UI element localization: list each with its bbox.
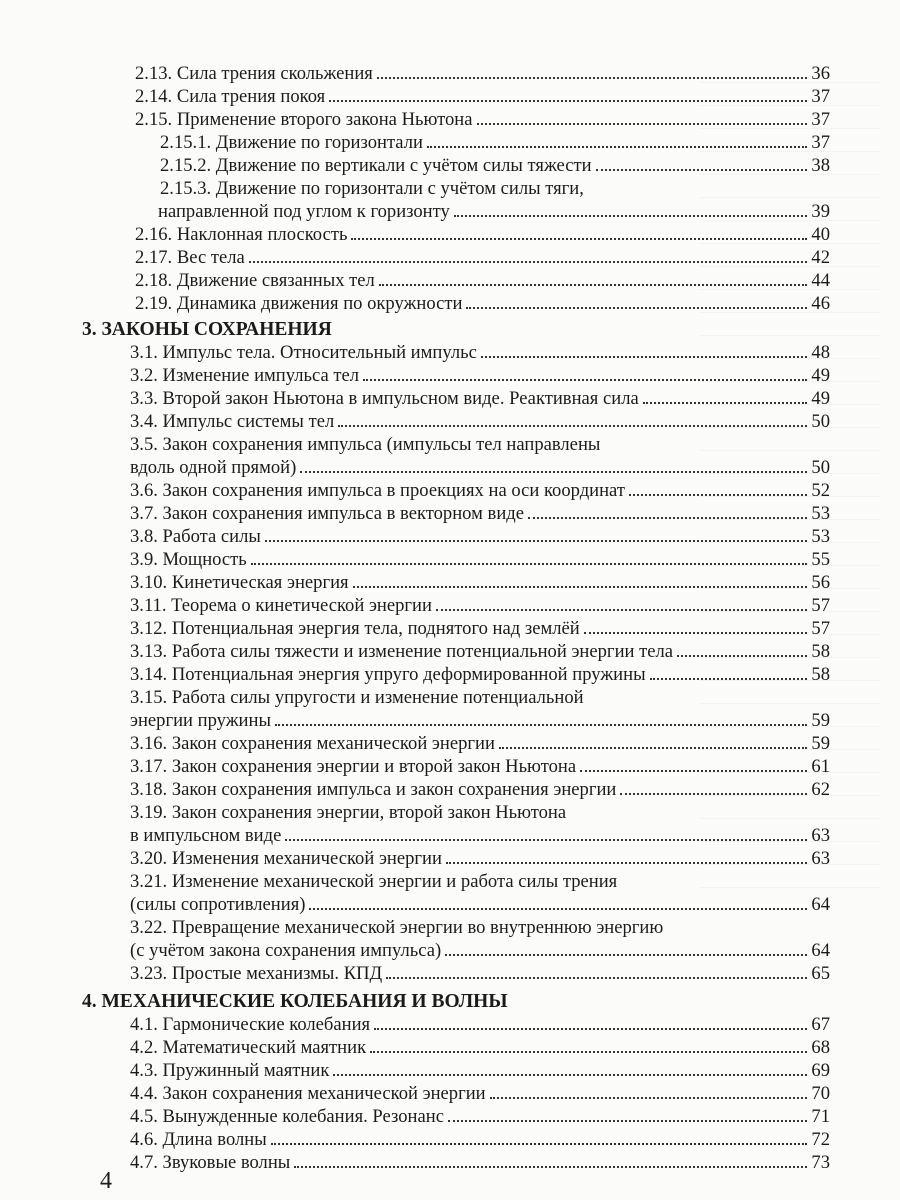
leader-dots: [596, 169, 808, 171]
toc-entry[interactable]: [0, 825, 830, 847]
toc-entry-title: 3.17. Закон сохранения энергии и второй закон Ньютона: [130, 756, 577, 777]
toc-entry[interactable]: [0, 572, 830, 594]
toc-entry[interactable]: [0, 293, 830, 315]
leader-dots: [265, 540, 808, 542]
toc-entry-page: 52: [811, 480, 830, 501]
toc-entry[interactable]: [0, 201, 830, 223]
toc-entry-page: 37: [811, 86, 830, 107]
toc-entry-page: 56: [811, 572, 830, 593]
toc-entry-title: 3.1. Импульс тела. Относительный импульс: [130, 342, 477, 363]
toc-entry-title: 3.14. Потенциальная энергия упруго деформированной пружины: [130, 664, 646, 685]
leader-dots: [477, 123, 808, 125]
leader-dots: [271, 1143, 808, 1145]
toc-entry-title: 3.20. Изменения механической энергии: [130, 848, 442, 869]
leader-dots: [580, 770, 807, 772]
toc-entry-page: 37: [811, 109, 830, 130]
toc-entry-page: 61: [811, 756, 830, 777]
toc-entry[interactable]: [0, 1037, 830, 1059]
toc-entry-page: 68: [811, 1037, 830, 1058]
toc-entry-title: 3.2. Изменение импульса тел: [130, 365, 360, 386]
toc-entry-page: 57: [811, 595, 830, 616]
leader-dots: [275, 724, 807, 726]
toc-entry-title: 3.4. Импульс системы тел: [130, 411, 335, 432]
toc-entry-title: 3.3. Второй закон Ньютона в импульсном виде. Реактивная сила: [130, 388, 639, 409]
toc-entry[interactable]: [0, 86, 830, 108]
toc-entry[interactable]: [0, 155, 830, 177]
toc-entry-title-line1: 3.22. Превращение механической энергии во внутреннюю энергию: [130, 917, 664, 938]
toc-entry-page: 39: [811, 201, 830, 222]
toc-entry[interactable]: [0, 224, 830, 246]
toc-entry-page: 58: [811, 641, 830, 662]
toc-entry-page: 71: [811, 1106, 830, 1127]
toc-entry-page: 40: [811, 224, 830, 245]
toc-entry[interactable]: [0, 710, 830, 732]
toc-entry-page: 59: [811, 733, 830, 754]
leader-dots: [454, 215, 808, 217]
toc-entry-page: 55: [811, 549, 830, 570]
toc-entry-page: 65: [811, 963, 830, 984]
toc-entry[interactable]: [0, 526, 830, 548]
toc-entry-title: 3.13. Работа силы тяжести и изменение потенциальной энергии тела: [130, 641, 674, 662]
toc-entry-page: 72: [811, 1129, 830, 1150]
toc-entry-title: 4.1. Гармонические колебания: [130, 1014, 371, 1035]
page-number: 4: [100, 1168, 112, 1194]
toc-entry[interactable]: [0, 480, 830, 502]
toc-entry-page: 70: [811, 1083, 830, 1104]
leader-dots: [309, 908, 807, 910]
toc-entry-title: 2.13. Сила трения скольжения: [135, 63, 373, 84]
toc-entry[interactable]: [0, 641, 830, 663]
toc-entry[interactable]: [0, 388, 830, 410]
toc-entry-page: 50: [811, 457, 830, 478]
toc-entry-page: 57: [811, 618, 830, 639]
toc-entry-page: 49: [811, 388, 830, 409]
leader-dots: [445, 954, 807, 956]
toc-entry-page: 42: [811, 247, 830, 268]
toc-entry-title: 4.5. Вынужденные колебания. Резонанс: [130, 1106, 444, 1127]
toc-entry[interactable]: [0, 595, 830, 617]
toc-entry-title-line1: 3.5. Закон сохранения импульса (импульсы тел направлены: [130, 434, 601, 455]
toc-entry-page: 44: [811, 270, 830, 291]
toc-entry-page: 64: [811, 894, 830, 915]
toc-entry-title: 3.6. Закон сохранения импульса в проекциях на оси координат: [130, 480, 625, 501]
toc-entry-title: 2.14. Сила трения покоя: [135, 86, 326, 107]
leader-dots: [620, 793, 807, 795]
toc-entry-title-line1: 3.21. Изменение механической энергии и работа силы трения: [130, 871, 618, 892]
toc-entry-title: (силы сопротивления): [130, 894, 306, 915]
toc-entry-title: 3.18. Закон сохранения импульса и закон сохранения энергии: [130, 779, 617, 800]
toc-entry-page: 49: [811, 365, 830, 386]
toc-entry-title: 3.8. Работа силы: [130, 526, 261, 547]
toc-entry-page: 50: [811, 411, 830, 432]
toc-entry[interactable]: [0, 411, 830, 433]
toc-entry[interactable]: [0, 457, 830, 479]
toc-entry-title: энергии пружины: [130, 710, 271, 731]
toc-entry[interactable]: [0, 1129, 830, 1151]
toc-entry-title: 2.15.1. Движение по горизонтали: [160, 132, 423, 153]
toc-entry[interactable]: [0, 247, 830, 269]
toc-entry-page: 63: [811, 825, 830, 846]
section-heading[interactable]: 4. МЕХАНИЧЕСКИЕ КОЛЕБАНИЯ И ВОЛНЫ: [82, 991, 508, 1012]
toc-entry[interactable]: [0, 109, 830, 131]
leader-dots: [377, 77, 808, 79]
leader-dots: [629, 494, 807, 496]
toc-entry[interactable]: [0, 132, 830, 154]
leader-dots: [379, 284, 808, 286]
toc-entry[interactable]: [0, 1014, 830, 1036]
leader-dots: [466, 307, 807, 309]
leader-dots: [249, 261, 808, 263]
toc-entry[interactable]: [0, 1106, 830, 1128]
toc-entry-page: 59: [811, 710, 830, 731]
toc-entry[interactable]: [0, 63, 830, 85]
toc-entry[interactable]: [0, 779, 830, 801]
toc-entry-title: 3.7. Закон сохранения импульса в векторном виде: [130, 503, 524, 524]
toc-entry-page: 53: [811, 526, 830, 547]
leader-dots: [300, 471, 807, 473]
toc-entry-title: 3.23. Простые механизмы. КПД: [130, 963, 383, 984]
toc-entry[interactable]: [0, 1083, 830, 1105]
toc-entry-page: 36: [811, 63, 830, 84]
leader-dots: [499, 747, 807, 749]
toc-entry[interactable]: [0, 963, 830, 985]
toc-entry-page: 37: [811, 132, 830, 153]
toc-entry-title: 2.15.2. Движение по вертикали с учётом силы тяжести: [160, 155, 592, 176]
leader-dots: [374, 1028, 807, 1030]
leader-dots: [351, 238, 807, 240]
toc-entry-title: направленной под углом к горизонту: [158, 201, 450, 222]
leader-dots: [436, 609, 807, 611]
leader-dots: [643, 402, 808, 404]
toc-entry-page: 48: [811, 342, 830, 363]
toc-entry[interactable]: [0, 733, 830, 755]
toc-entry-title: 4.2. Математический маятник: [130, 1037, 367, 1058]
toc-entry-page: 69: [811, 1060, 830, 1081]
toc-entry-title: 3.9. Мощность: [130, 549, 247, 570]
leader-dots: [677, 655, 807, 657]
leader-dots: [338, 425, 807, 427]
leader-dots: [333, 1074, 807, 1076]
toc-entry[interactable]: [0, 1060, 830, 1082]
toc-entry-page: 53: [811, 503, 830, 524]
leader-dots: [370, 1051, 807, 1053]
toc-entry-title-line1: 3.15. Работа силы упругости и изменение потенциальной: [130, 687, 584, 708]
toc-entry[interactable]: [0, 940, 830, 962]
toc-entry-page: 73: [811, 1152, 830, 1173]
toc-entry-title: вдоль одной прямой): [130, 457, 297, 478]
leader-dots: [448, 1120, 807, 1122]
toc-entry-title: 4.3. Пружинный маятник: [130, 1060, 330, 1081]
leader-dots: [363, 379, 807, 381]
leader-dots: [294, 1166, 807, 1168]
toc-entry-title: 4.6. Длина волны: [130, 1129, 267, 1150]
toc-entry[interactable]: [0, 549, 830, 571]
toc-entry-title: 2.17. Вес тела: [135, 247, 245, 268]
toc-entry-title: в импульсном виде: [130, 825, 282, 846]
toc-entry[interactable]: [0, 365, 830, 387]
toc-entry[interactable]: [0, 848, 830, 870]
toc-entry-page: 38: [811, 155, 830, 176]
toc-entry-title: 3.11. Теорема о кинетической энергии: [130, 595, 432, 616]
leader-dots: [584, 632, 808, 634]
toc-entry[interactable]: [0, 894, 830, 916]
toc-entry-title: 3.16. Закон сохранения механической энергии: [130, 733, 495, 754]
leader-dots: [490, 1097, 808, 1099]
toc-entry-page: 58: [811, 664, 830, 685]
toc-entry[interactable]: [0, 618, 830, 640]
toc-entry-title: 4.4. Закон сохранения механической энергии: [130, 1083, 486, 1104]
leader-dots: [650, 678, 808, 680]
leader-dots: [353, 586, 808, 588]
toc-entry-title: 3.12. Потенциальная энергия тела, поднятого над землёй: [130, 618, 580, 639]
toc-entry-title: 3.10. Кинетическая энергия: [130, 572, 349, 593]
toc-entry-title: 2.15. Применение второго закона Ньютона: [135, 109, 473, 130]
toc-entry[interactable]: [0, 270, 830, 292]
toc-entry-title-line1: 3.19. Закон сохранения энергии, второй закон Ньютона: [130, 802, 567, 823]
toc-entry-page: 46: [811, 293, 830, 314]
toc-entry-page: 62: [811, 779, 830, 800]
leader-dots: [329, 100, 807, 102]
toc-entry-page: 64: [811, 940, 830, 961]
toc-entry-title: 4.7. Звуковые волны: [130, 1152, 291, 1173]
leader-dots: [427, 146, 807, 148]
toc-entry-page: 63: [811, 848, 830, 869]
section-heading[interactable]: 3. ЗАКОНЫ СОХРАНЕНИЯ: [82, 319, 332, 340]
leader-dots: [386, 977, 807, 979]
toc-entry-title: 2.19. Динамика движения по окружности: [135, 293, 463, 314]
toc-entry[interactable]: [0, 1152, 830, 1174]
toc-entry[interactable]: [0, 342, 830, 364]
leader-dots: [446, 862, 807, 864]
leader-dots: [528, 517, 807, 519]
leader-dots: [481, 356, 808, 358]
toc-entry-title: 2.16. Наклонная плоскость: [135, 224, 348, 245]
leader-dots: [251, 563, 808, 565]
toc-entry-page: 67: [811, 1014, 830, 1035]
toc-entry[interactable]: [0, 664, 830, 686]
toc-entry[interactable]: [0, 756, 830, 778]
leader-dots: [285, 839, 807, 841]
toc-entry-title-line1: 2.15.3. Движение по горизонтали с учётом силы тяги,: [160, 178, 584, 199]
toc-entry-title: (с учётом закона сохранения импульса): [130, 940, 442, 961]
toc-entry[interactable]: [0, 503, 830, 525]
toc-entry-title: 2.18. Движение связанных тел: [135, 270, 375, 291]
